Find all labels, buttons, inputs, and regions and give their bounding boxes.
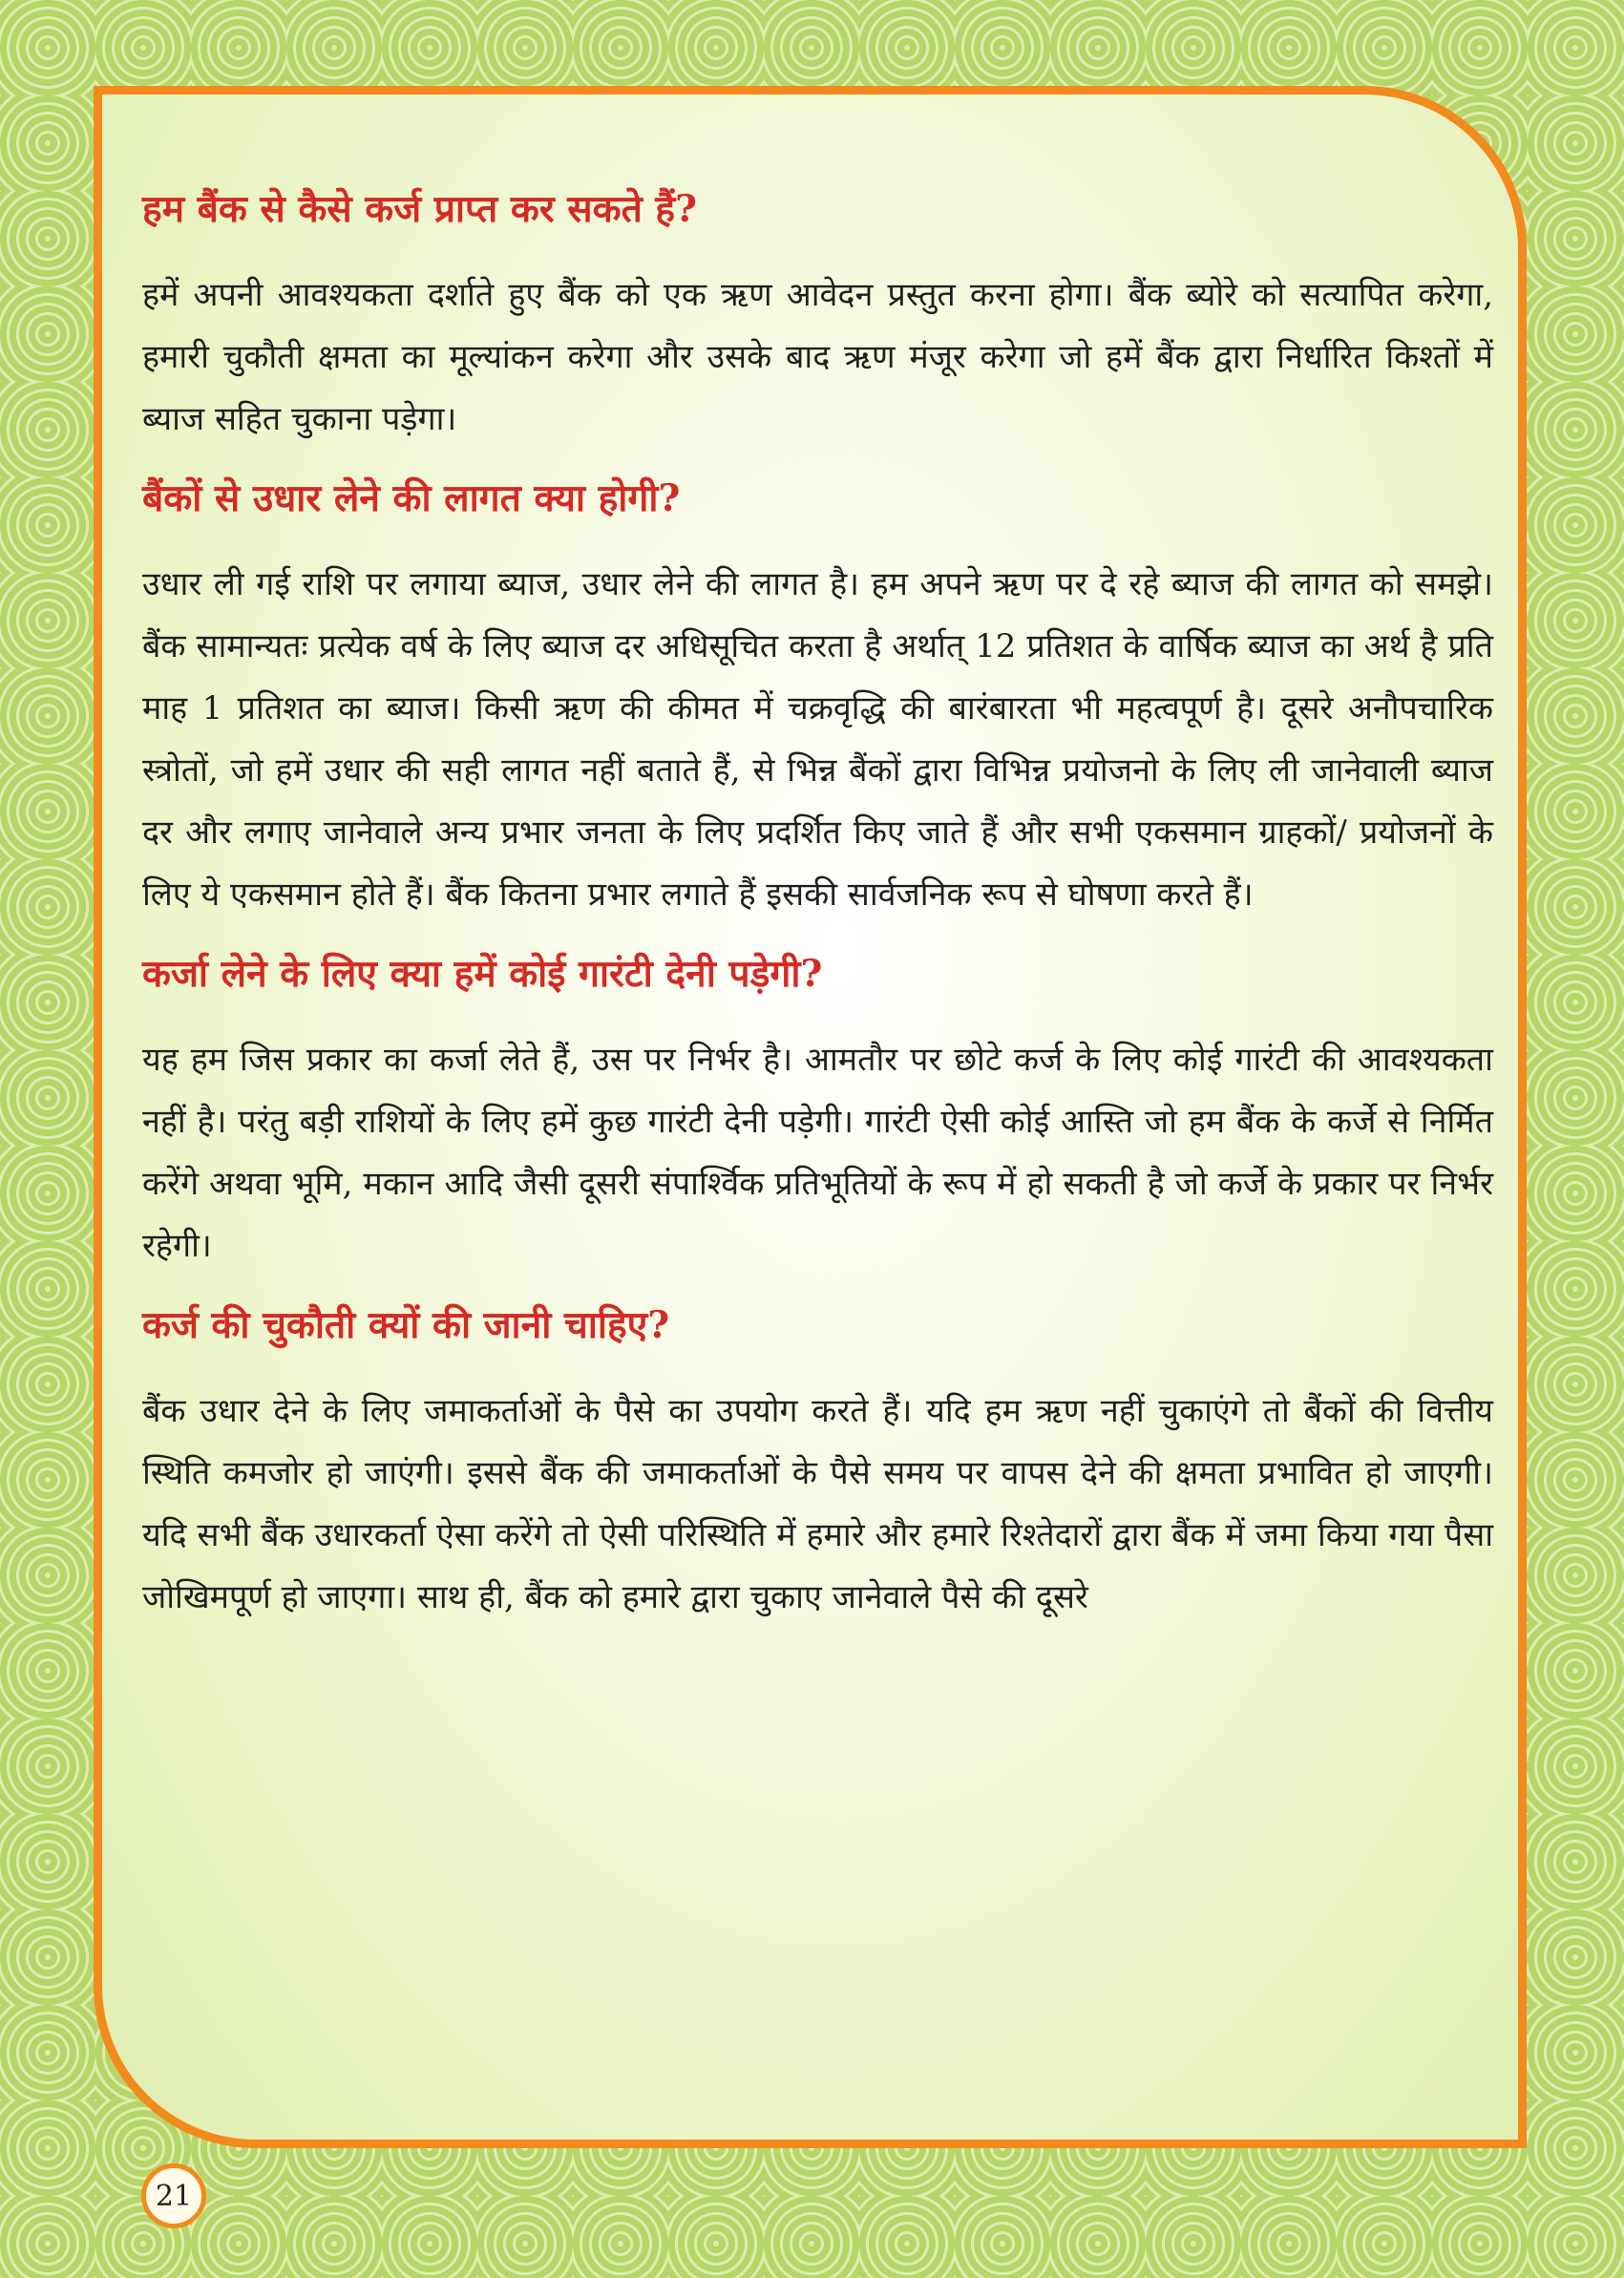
section-heading-borrowing-cost: बैंकों से उधार लेने की लागत क्या होगी? [142, 476, 681, 520]
section-heading-loan-process: हम बैंक से कैसे कर्ज प्राप्त कर सकते हैं? [142, 187, 697, 231]
section-body-loan-process: हमें अपनी आवश्यकता दर्शाते हुए बैंक को एक ऋण आवेदन प्रस्तुत करना होगा। बैंक ब्योरे को सत्यापित करेगा, हमारी चुकौती क्षमता का मूल्यांकन करेगा और उसके बाद ऋण मंजूर करेगा जो हमें बैंक द्वारा निर्धारित किश्तों में ब्याज सहित चुकाना पड़ेगा। [142, 276, 1493, 438]
section-heading-repayment: कर्ज की चुकौती क्यों की जानी चाहिए? [142, 1303, 670, 1347]
page-number: 21 [141, 2163, 206, 2228]
section-heading-guarantee: कर्जा लेने के लिए क्या हमें कोई गारंटी देनी पड़ेगी? [142, 952, 823, 996]
content-area [142, 182, 1493, 1650]
section-body-borrowing-cost: उधार ली गई राशि पर लगाया ब्याज, उधार लेने की लागत है। हम अपने ऋण पर दे रहे ब्याज की लागत को समझे। बैंक सामान्यतः प्रत्येक वर्ष के लिए ब्याज दर अधिसूचित करता है अर्थात् 12 प्रतिशत के वार्षिक ब्याज का अर्थ है प्रति माह 1 प्रतिशत का ब्याज। किसी ऋण की कीमत में चक्रवृद्धि की बारंबारता भी महत्वपूर्ण है। दूसरे अनौपचारिक स्त्रोतों, जो हमें उधार की सही लागत नहीं बताते हैं, से भिन्न बैंकों द्वारा विभिन्न प्रयोजनो के लिए ली जानेवाली ब्याज दर और लगाए जानेवाले अन्य प्रभार जनता के लिए प्रदर्शित किए जाते हैं और सभी एकसमान ग्राहकों/ प्रयोजनों के लिए ये एकसमान होते हैं। बैंक कितना प्रभार लगाते हैं इसकी सार्वजनिक रूप से घोषणा करते हैं। [142, 565, 1493, 914]
section-body-repayment: बैंक उधार देने के लिए जमाकर्ताओं के पैसे का उपयोग करते हैं। यदि हम ऋण नहीं चुकाएंगे तो बैंकों की वित्तीय स्थिति कमजोर हो जाएंगी। इससे बैंक की जमाकर्ताओं के पैसे समय पर वापस देने की क्षमता प्रभावित हो जाएगी। यदि सभी बैंक उधारकर्ता ऐसा करेंगे तो ऐसी परिस्थिति में हमारे और हमारे रिश्तेदारों द्वारा बैंक में जमा किया गया पैसा जोखिमपूर्ण हो जाएगा। साथ ही, बैंक को हमारे द्वारा चुकाए जानेवाले पैसे की दूसरे [142, 1392, 1493, 1616]
content-panel [94, 86, 1527, 2148]
section-body-guarantee: यह हम जिस प्रकार का कर्जा लेते हैं, उस पर निर्भर है। आमतौर पर छोटे कर्ज के लिए कोई गारंटी की आवश्यकता नहीं है। परंतु बड़ी राशियों के लिए हमें कुछ गारंटी देनी पड़ेगी। गारंटी ऐसी कोई आस्ति जो हम बैंक के कर्जे से निर्मित करेंगे अथवा भूमि, मकान आदि जैसी दूसरी संपार्श्विक प्रतिभूतियों के रूप में हो सकती है जो कर्जे के प्रकार पर निर्भर रहेगी। [142, 1041, 1493, 1265]
